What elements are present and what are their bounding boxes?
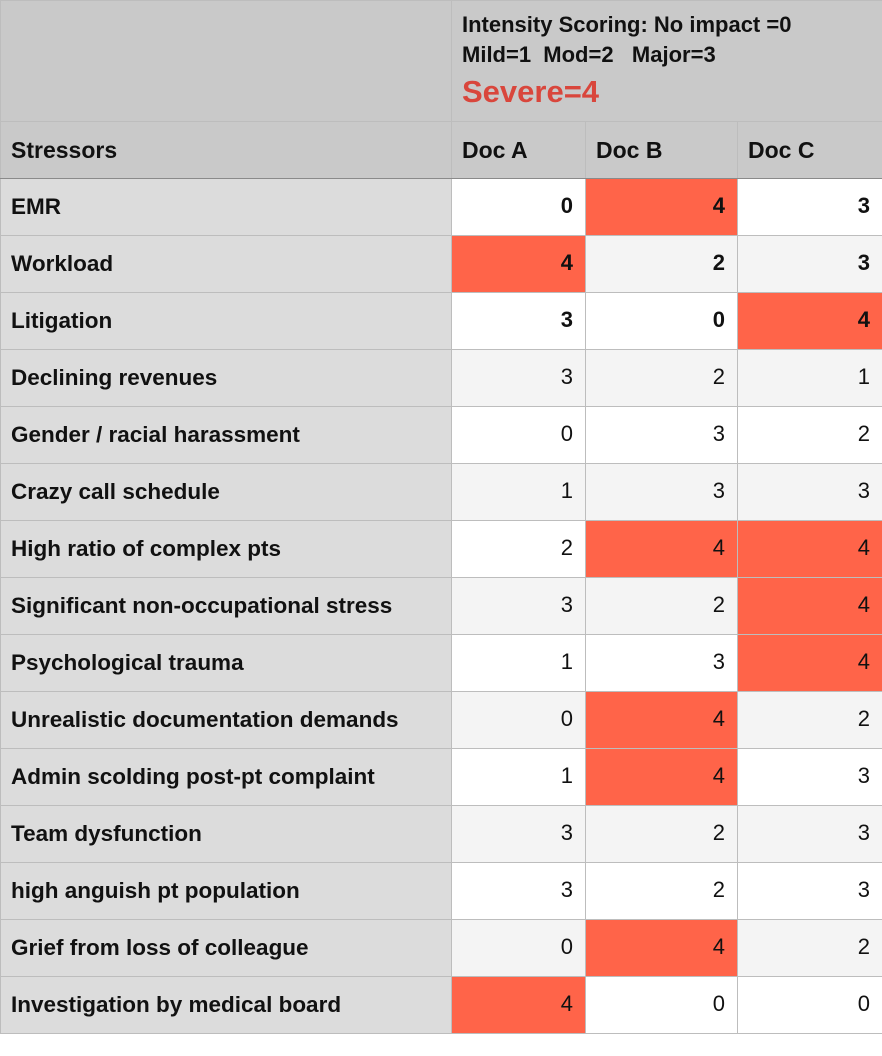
score-cell-doc-c: 3 xyxy=(738,236,882,293)
score-cell-doc-c: 3 xyxy=(738,863,882,920)
table-row xyxy=(1,464,882,521)
table-row xyxy=(1,806,882,863)
header-stressors: Stressors xyxy=(1,122,452,179)
score-cell-doc-b: 4 xyxy=(586,179,738,236)
stressor-label: Crazy call schedule xyxy=(1,464,452,521)
stressor-label: Grief from loss of colleague xyxy=(1,920,452,977)
score-cell-doc-a: 3 xyxy=(452,578,586,635)
score-cell-doc-c: 4 xyxy=(738,293,882,350)
score-cell-doc-a: 0 xyxy=(452,692,586,749)
table-row xyxy=(1,521,882,578)
table-row xyxy=(1,749,882,806)
score-cell-doc-a: 2 xyxy=(452,521,586,578)
score-cell-doc-a: 0 xyxy=(452,920,586,977)
score-cell-doc-b: 3 xyxy=(586,464,738,521)
score-cell-doc-c: 3 xyxy=(738,749,882,806)
table-body xyxy=(1,179,882,1034)
score-cell-doc-a: 3 xyxy=(452,293,586,350)
table-row xyxy=(1,293,882,350)
table-row xyxy=(1,920,882,977)
blank-title-cell xyxy=(1,1,452,122)
score-cell-doc-a: 3 xyxy=(452,350,586,407)
table-row xyxy=(1,692,882,749)
score-cell-doc-c: 4 xyxy=(738,521,882,578)
stressor-label: Workload xyxy=(1,236,452,293)
table-row xyxy=(1,407,882,464)
score-cell-doc-b: 4 xyxy=(586,692,738,749)
stressor-label: Psychological trauma xyxy=(1,635,452,692)
score-cell-doc-b: 2 xyxy=(586,578,738,635)
stressor-label: Litigation xyxy=(1,293,452,350)
score-cell-doc-a: 0 xyxy=(452,407,586,464)
score-cell-doc-c: 1 xyxy=(738,350,882,407)
intensity-legend xyxy=(452,1,882,122)
score-cell-doc-c: 3 xyxy=(738,179,882,236)
stressor-label: Gender / racial harassment xyxy=(1,407,452,464)
table-row xyxy=(1,977,882,1034)
score-cell-doc-c: 2 xyxy=(738,692,882,749)
table-row xyxy=(1,635,882,692)
stressor-label: Unrealistic documentation demands xyxy=(1,692,452,749)
table-row xyxy=(1,863,882,920)
legend-line-1: Intensity Scoring: No impact =0 xyxy=(462,12,792,37)
score-cell-doc-b: 2 xyxy=(586,350,738,407)
header-doc-c: Doc C xyxy=(738,122,882,179)
stressor-label: Declining revenues xyxy=(1,350,452,407)
score-cell-doc-a: 3 xyxy=(452,863,586,920)
header-row xyxy=(1,122,882,179)
stressor-label: Investigation by medical board xyxy=(1,977,452,1034)
score-cell-doc-b: 3 xyxy=(586,407,738,464)
score-cell-doc-c: 3 xyxy=(738,464,882,521)
score-cell-doc-a: 1 xyxy=(452,635,586,692)
header-doc-b: Doc B xyxy=(586,122,738,179)
table-row xyxy=(1,179,882,236)
score-cell-doc-c: 4 xyxy=(738,635,882,692)
score-cell-doc-c: 2 xyxy=(738,407,882,464)
score-cell-doc-a: 1 xyxy=(452,464,586,521)
stressor-label: Admin scolding post-pt complaint xyxy=(1,749,452,806)
legend-row xyxy=(1,1,882,122)
score-cell-doc-b: 2 xyxy=(586,863,738,920)
score-cell-doc-b: 4 xyxy=(586,920,738,977)
score-cell-doc-b: 3 xyxy=(586,635,738,692)
stressor-label: Team dysfunction xyxy=(1,806,452,863)
score-cell-doc-c: 3 xyxy=(738,806,882,863)
score-cell-doc-a: 3 xyxy=(452,806,586,863)
legend-severe: Severe=4 xyxy=(462,74,600,109)
stressor-label: EMR xyxy=(1,179,452,236)
score-cell-doc-a: 4 xyxy=(452,977,586,1034)
header-doc-a: Doc A xyxy=(452,122,586,179)
score-cell-doc-c: 2 xyxy=(738,920,882,977)
legend-line-2: Mild=1 Mod=2 Major=3 xyxy=(462,42,716,67)
score-cell-doc-a: 0 xyxy=(452,179,586,236)
score-cell-doc-b: 2 xyxy=(586,806,738,863)
stressor-label: Significant non-occupational stress xyxy=(1,578,452,635)
table-row xyxy=(1,578,882,635)
score-cell-doc-a: 1 xyxy=(452,749,586,806)
stressor-label: High ratio of complex pts xyxy=(1,521,452,578)
stressor-label: high anguish pt population xyxy=(1,863,452,920)
table-row xyxy=(1,350,882,407)
score-cell-doc-b: 4 xyxy=(586,749,738,806)
score-cell-doc-c: 0 xyxy=(738,977,882,1034)
table-row xyxy=(1,236,882,293)
score-cell-doc-b: 2 xyxy=(586,236,738,293)
score-cell-doc-b: 0 xyxy=(586,977,738,1034)
score-cell-doc-b: 4 xyxy=(586,521,738,578)
score-cell-doc-a: 4 xyxy=(452,236,586,293)
score-cell-doc-c: 4 xyxy=(738,578,882,635)
score-cell-doc-b: 0 xyxy=(586,293,738,350)
